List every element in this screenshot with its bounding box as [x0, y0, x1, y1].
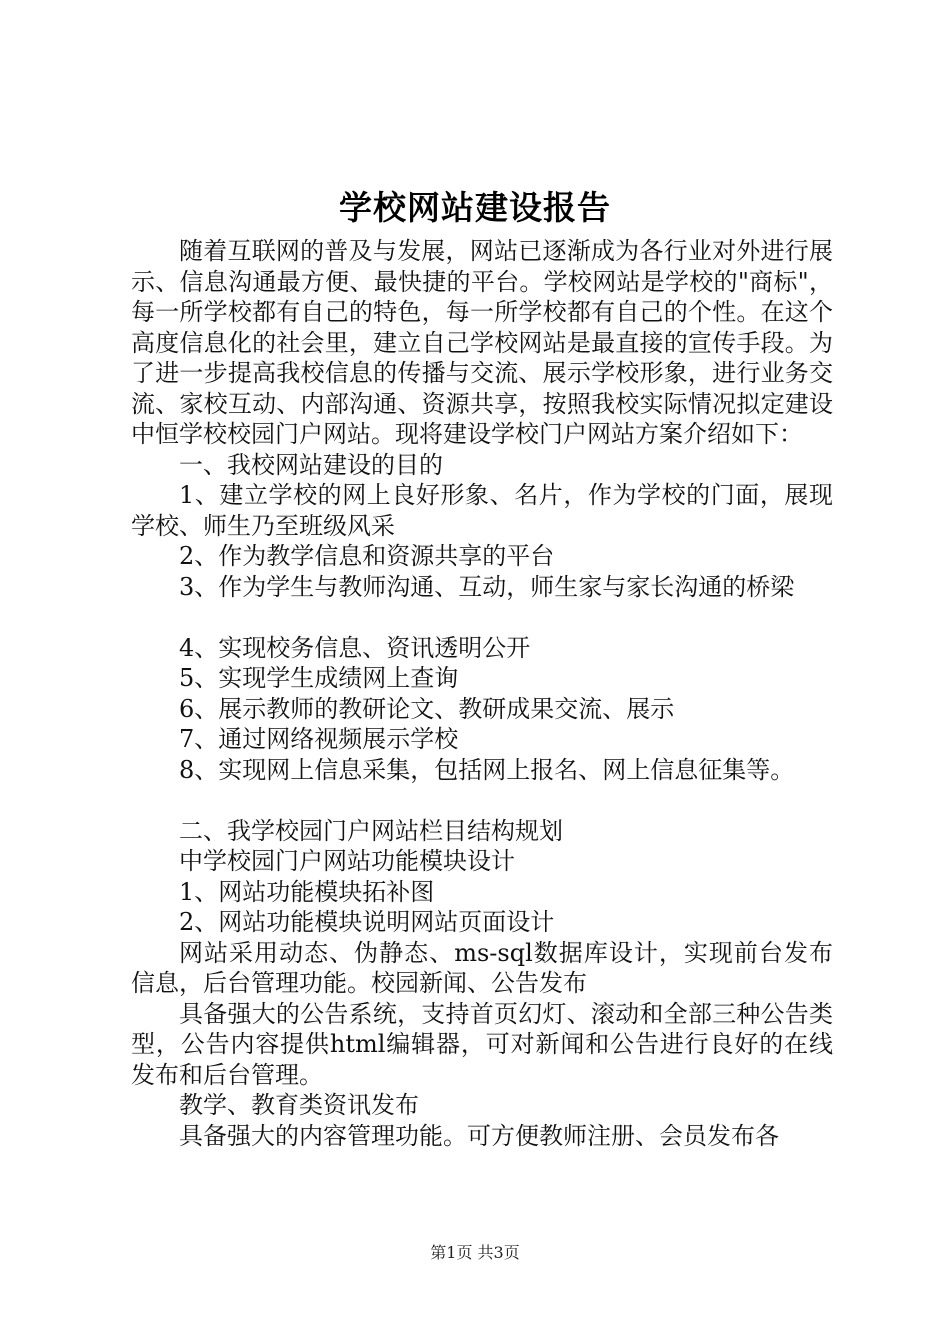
list-item-3: 3、作为学生与教师沟通、互动，师生家与家长沟通的桥梁: [179, 572, 795, 601]
subheading-teaching-news: 教学、教育类资讯发布: [179, 1091, 419, 1119]
blank-line: [131, 785, 833, 816]
document-title: 学校网站建设报告: [339, 188, 611, 227]
module-item-1: 1、网站功能模块拓补图: [179, 877, 435, 906]
list-item-1: 1、建立学校的网上良好形象、名片，作为学校的门面，展现学校、师生乃至班级风采: [131, 481, 833, 540]
paragraph-intro: 随着互联网的普及与发展，网站已逐渐成为各行业对外进行展示、信息沟通最方便、最快捷的平台。学校网站是学校的"商标"，每一所学校都有自己的特色，每一所学校都有自己的个性。在这个高度信息化的社会里，建立自己学校网站是最直接的宣传手段。为了进一步提高我校信息的传播与交流、展示学校形象，进行业务交流、家校互动、内部沟通、资源共享，按照我校实际情况拟定建设中恒学校校园门户网站。现将建设学校门户网站方案介绍如下：: [131, 237, 833, 448]
paragraph-announcement: 具备强大的公告系统，支持首页幻灯、滚动和全部三种公告类型，公告内容提供html编辑器，可对新闻和公告进行良好的在线发布和后台管理。: [131, 999, 833, 1089]
blank-line: [131, 602, 833, 633]
module-item-2: 2、网站功能模块说明网站页面设计: [179, 908, 555, 936]
document-body: [131, 236, 833, 1151]
paragraph-tech: 网站采用动态、伪静态、ms-sql数据库设计，实现前台发布信息，后台管理功能。校园新闻、公告发布: [131, 938, 833, 997]
list-item-6: 6、展示教师的教研论文、教研成果交流、展示: [179, 694, 675, 723]
list-item-2: 2、作为教学信息和资源共享的平台: [179, 542, 555, 570]
paragraph-content-management: 具备强大的内容管理功能。可方便教师注册、会员发布各: [179, 1121, 779, 1150]
subheading-module-design: 中学校园门户网站功能模块设计: [179, 847, 515, 875]
heading-section-1: 一、我校网站建设的目的: [179, 450, 443, 479]
heading-section-2: 二、我学校园门户网站栏目结构规划: [179, 816, 563, 845]
list-item-5: 5、实现学生成绩网上查询: [179, 664, 459, 692]
list-item-8: 8、实现网上信息采集，包括网上报名、网上信息征集等。: [179, 755, 795, 784]
list-item-7: 7、通过网络视频展示学校: [179, 725, 459, 753]
list-item-4: 4、实现校务信息、资讯透明公开: [179, 633, 531, 662]
page-number: 第1页 共3页: [430, 1243, 520, 1262]
